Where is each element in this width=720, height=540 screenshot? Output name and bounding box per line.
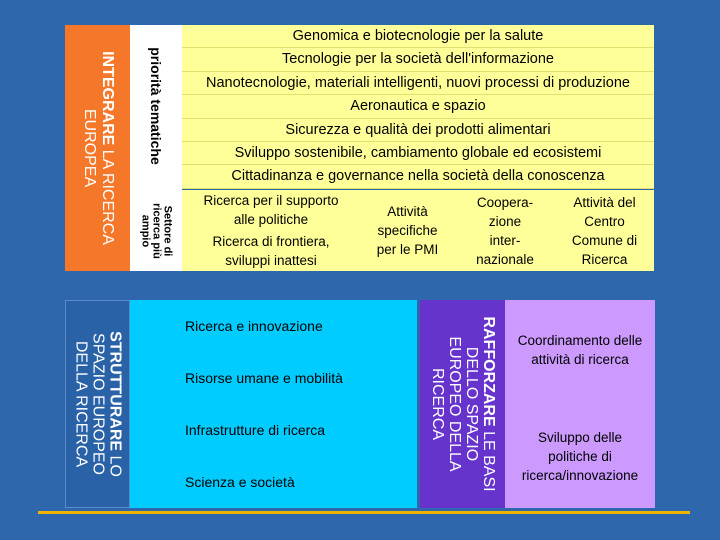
rafforzare-label xyxy=(429,316,497,491)
strutturare-item: Scienza e società xyxy=(185,474,295,490)
cell-centro-line2: Centro xyxy=(584,213,625,229)
cell-ricerca-politiche xyxy=(182,190,360,230)
theme-row: Sicurezza e qualità dei prodotti alimentari xyxy=(182,119,654,142)
priorita-block xyxy=(130,25,182,187)
theme-row: Nanotecnologie, materiali intelligenti, nuovi processi di produzione xyxy=(182,72,654,95)
sviluppo-line3: ricerca/innovazione xyxy=(521,467,639,483)
rafforzare-bold: RAFFORZARE xyxy=(479,316,497,427)
rafforzare-line4: RICERCA xyxy=(428,367,446,441)
settore-line3: ampio xyxy=(139,214,152,247)
strutturare-item: Infrastrutture di ricerca xyxy=(185,422,326,438)
strutturare-line3: DELLA RICERCA xyxy=(72,340,89,468)
cell-ricerca-frontiera xyxy=(182,230,360,271)
bottom-rule xyxy=(38,511,690,514)
rafforzare-block xyxy=(420,300,505,508)
rafforzare-item-coordinamento xyxy=(505,318,655,382)
cell-centro-line4: Ricerca xyxy=(581,251,628,267)
theme-row: Sviluppo sostenibile, cambiamento globale ed ecosistemi xyxy=(182,142,654,165)
strutturare-label xyxy=(72,331,123,477)
integrare-bold: INTEGRARE xyxy=(98,51,116,146)
theme-row: Genomica e biotecnologie per la salute xyxy=(182,25,654,48)
cell-coop-line4: nazionale xyxy=(476,251,534,267)
cell-frontiera-line1: Ricerca di frontiera, xyxy=(212,233,330,249)
integrare-line2: EUROPEA xyxy=(80,108,98,188)
cell-attivita-pmi xyxy=(360,190,455,271)
cell-pmi-line3: per le PMI xyxy=(376,242,439,257)
strutturare-item: Risorse umane e mobilità xyxy=(185,370,343,386)
priorita-label: priorità tematiche xyxy=(148,47,164,165)
coord-line2: attività di ricerca xyxy=(531,352,629,367)
integrare-rest: LA RICERCA xyxy=(98,145,116,245)
theme-row: Tecnologie per la società dell'informazione xyxy=(182,48,654,71)
settore-line2: ricerca più xyxy=(150,202,163,259)
integrare-label xyxy=(80,51,116,245)
sviluppo-line2: politiche di xyxy=(548,448,612,464)
settore-label xyxy=(140,203,173,259)
cell-centro-line3: Comune di xyxy=(571,232,638,248)
rafforzare-item-sviluppo xyxy=(505,415,655,497)
strutturare-block xyxy=(65,300,130,508)
sviluppo-line1: Sviluppo delle xyxy=(537,429,623,445)
strutturare-item: Ricerca e innovazione xyxy=(185,318,323,334)
settore-block xyxy=(130,190,182,271)
theme-row: Cittadinanza e governance nella società della conoscenza xyxy=(182,165,654,188)
rafforzare-line2: DELLO SPAZIO xyxy=(462,346,480,462)
cell-cooperazione xyxy=(455,190,555,271)
strutturare-bold: STRUTTURARE xyxy=(106,331,123,452)
cell-frontiera-line2: sviluppi inattesi xyxy=(225,252,317,268)
cell-pmi-line2: specifiche xyxy=(377,223,438,238)
cell-coop-line2: zione xyxy=(488,213,522,229)
coord-line1: Coordinamento delle xyxy=(517,333,643,348)
strutturare-line2: SPAZIO EUROPEO xyxy=(89,333,106,475)
cell-coop-line3: inter- xyxy=(489,232,521,248)
theme-row: Aeronautica e spazio xyxy=(182,95,654,118)
integrare-block xyxy=(65,25,130,271)
cell-centro-line1: Attività del xyxy=(573,194,636,210)
settore-line1: Settore di xyxy=(161,205,174,256)
cell-politiche-line1: Ricerca per il supporto xyxy=(203,193,339,208)
cell-centro-comune xyxy=(555,190,654,271)
rafforzare-rest: LE BASI xyxy=(479,426,497,492)
cell-coop-line1: Coopera- xyxy=(476,194,534,210)
strutturare-rest: LO xyxy=(106,451,123,477)
cell-politiche-line2: alle politiche xyxy=(233,212,309,227)
rafforzare-line3: EUROPEO DELLA xyxy=(445,336,463,472)
cell-pmi-line1: Attività xyxy=(387,204,428,219)
